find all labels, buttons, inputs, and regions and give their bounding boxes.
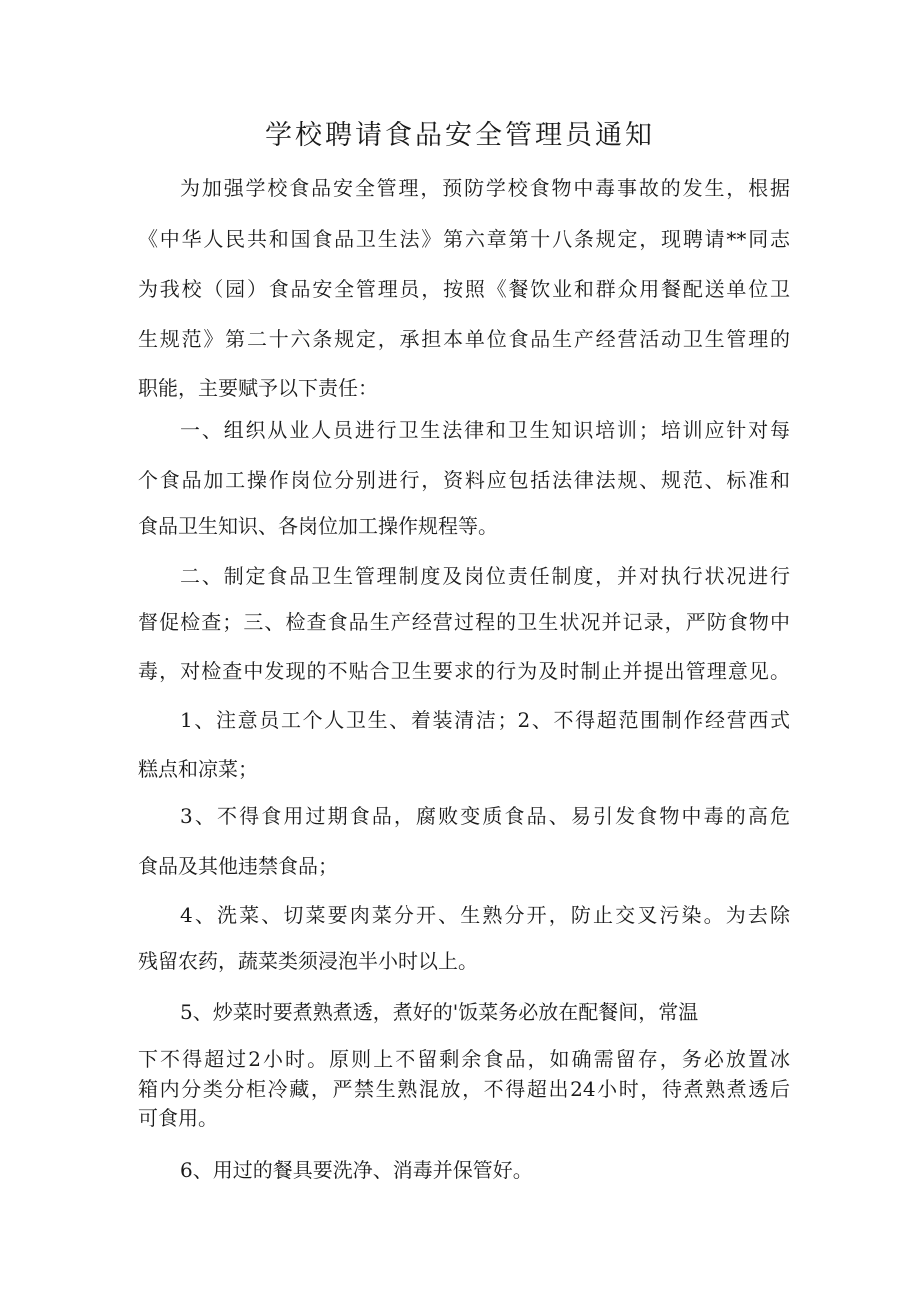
- text-line: 为我校（园）食品安全管理员，按照《餐饮业和群众用餐配送单位卫: [138, 277, 790, 301]
- text-line: 3、不得食用过期食品，腐败变质食品、易引发食物中毒的高危: [180, 804, 790, 828]
- text-line: 二、制定食品卫生管理制度及岗位责任制度，并对执行状况进行: [180, 564, 790, 588]
- text-line: 督促检查；三、检查食品生产经营过程的卫生状况并记录，严防食物中: [138, 610, 790, 634]
- text-line: 食品及其他违禁食品；: [138, 854, 338, 878]
- text-line: 生规范》第二十六条规定，承担本单位食品生产经营活动卫生管理的: [138, 327, 790, 351]
- text-line: 4、洗菜、切菜要肉菜分开、生熟分开，防止交叉污染。为去除: [180, 903, 790, 927]
- text-line: 毒，对检查中发现的不贴合卫生要求的行为及时制止并提出管理意见。: [138, 659, 790, 683]
- text-line: 残留农药，蔬菜类须浸泡半小时以上。: [138, 949, 478, 973]
- text-line: 糕点和凉菜；: [138, 757, 258, 781]
- text-line: 个食品加工操作岗位分别进行，资料应包括法律法规、规范、标准和: [138, 468, 790, 492]
- text-line: 箱内分类分柜冷藏，严禁生熟混放，不得超出24小时，待煮熟煮透后: [138, 1077, 790, 1101]
- text-line: 一、组织从业人员进行卫生法律和卫生知识培训；培训应针对每: [180, 418, 790, 442]
- text-line: 职能，主要赋予以下责任：: [138, 376, 378, 400]
- text-line: 可食用。: [138, 1106, 218, 1130]
- text-line: 5、炒菜时要煮熟煮透，煮好的'饭菜务必放在配餐间，常温: [180, 1000, 699, 1024]
- text-line: 《中华人民共和国食品卫生法》第六章第十八条规定，现聘请**同志: [138, 227, 790, 251]
- text-line: 6、用过的餐具要洗净、消毒并保管好。: [180, 1158, 533, 1182]
- text-line: 1、注意员工个人卫生、着装清洁；2、不得超范围制作经营西式: [180, 708, 790, 732]
- text-line: 食品卫生知识、各岗位加工操作规程等。: [138, 514, 498, 538]
- document-title: 学校聘请食品安全管理员通知: [265, 120, 655, 151]
- text-line: 下不得超过2小时。原则上不留剩余食品，如确需留存，务必放置冰: [138, 1047, 790, 1071]
- text-line: 为加强学校食品安全管理，预防学校食物中毒事故的发生，根据: [180, 176, 790, 200]
